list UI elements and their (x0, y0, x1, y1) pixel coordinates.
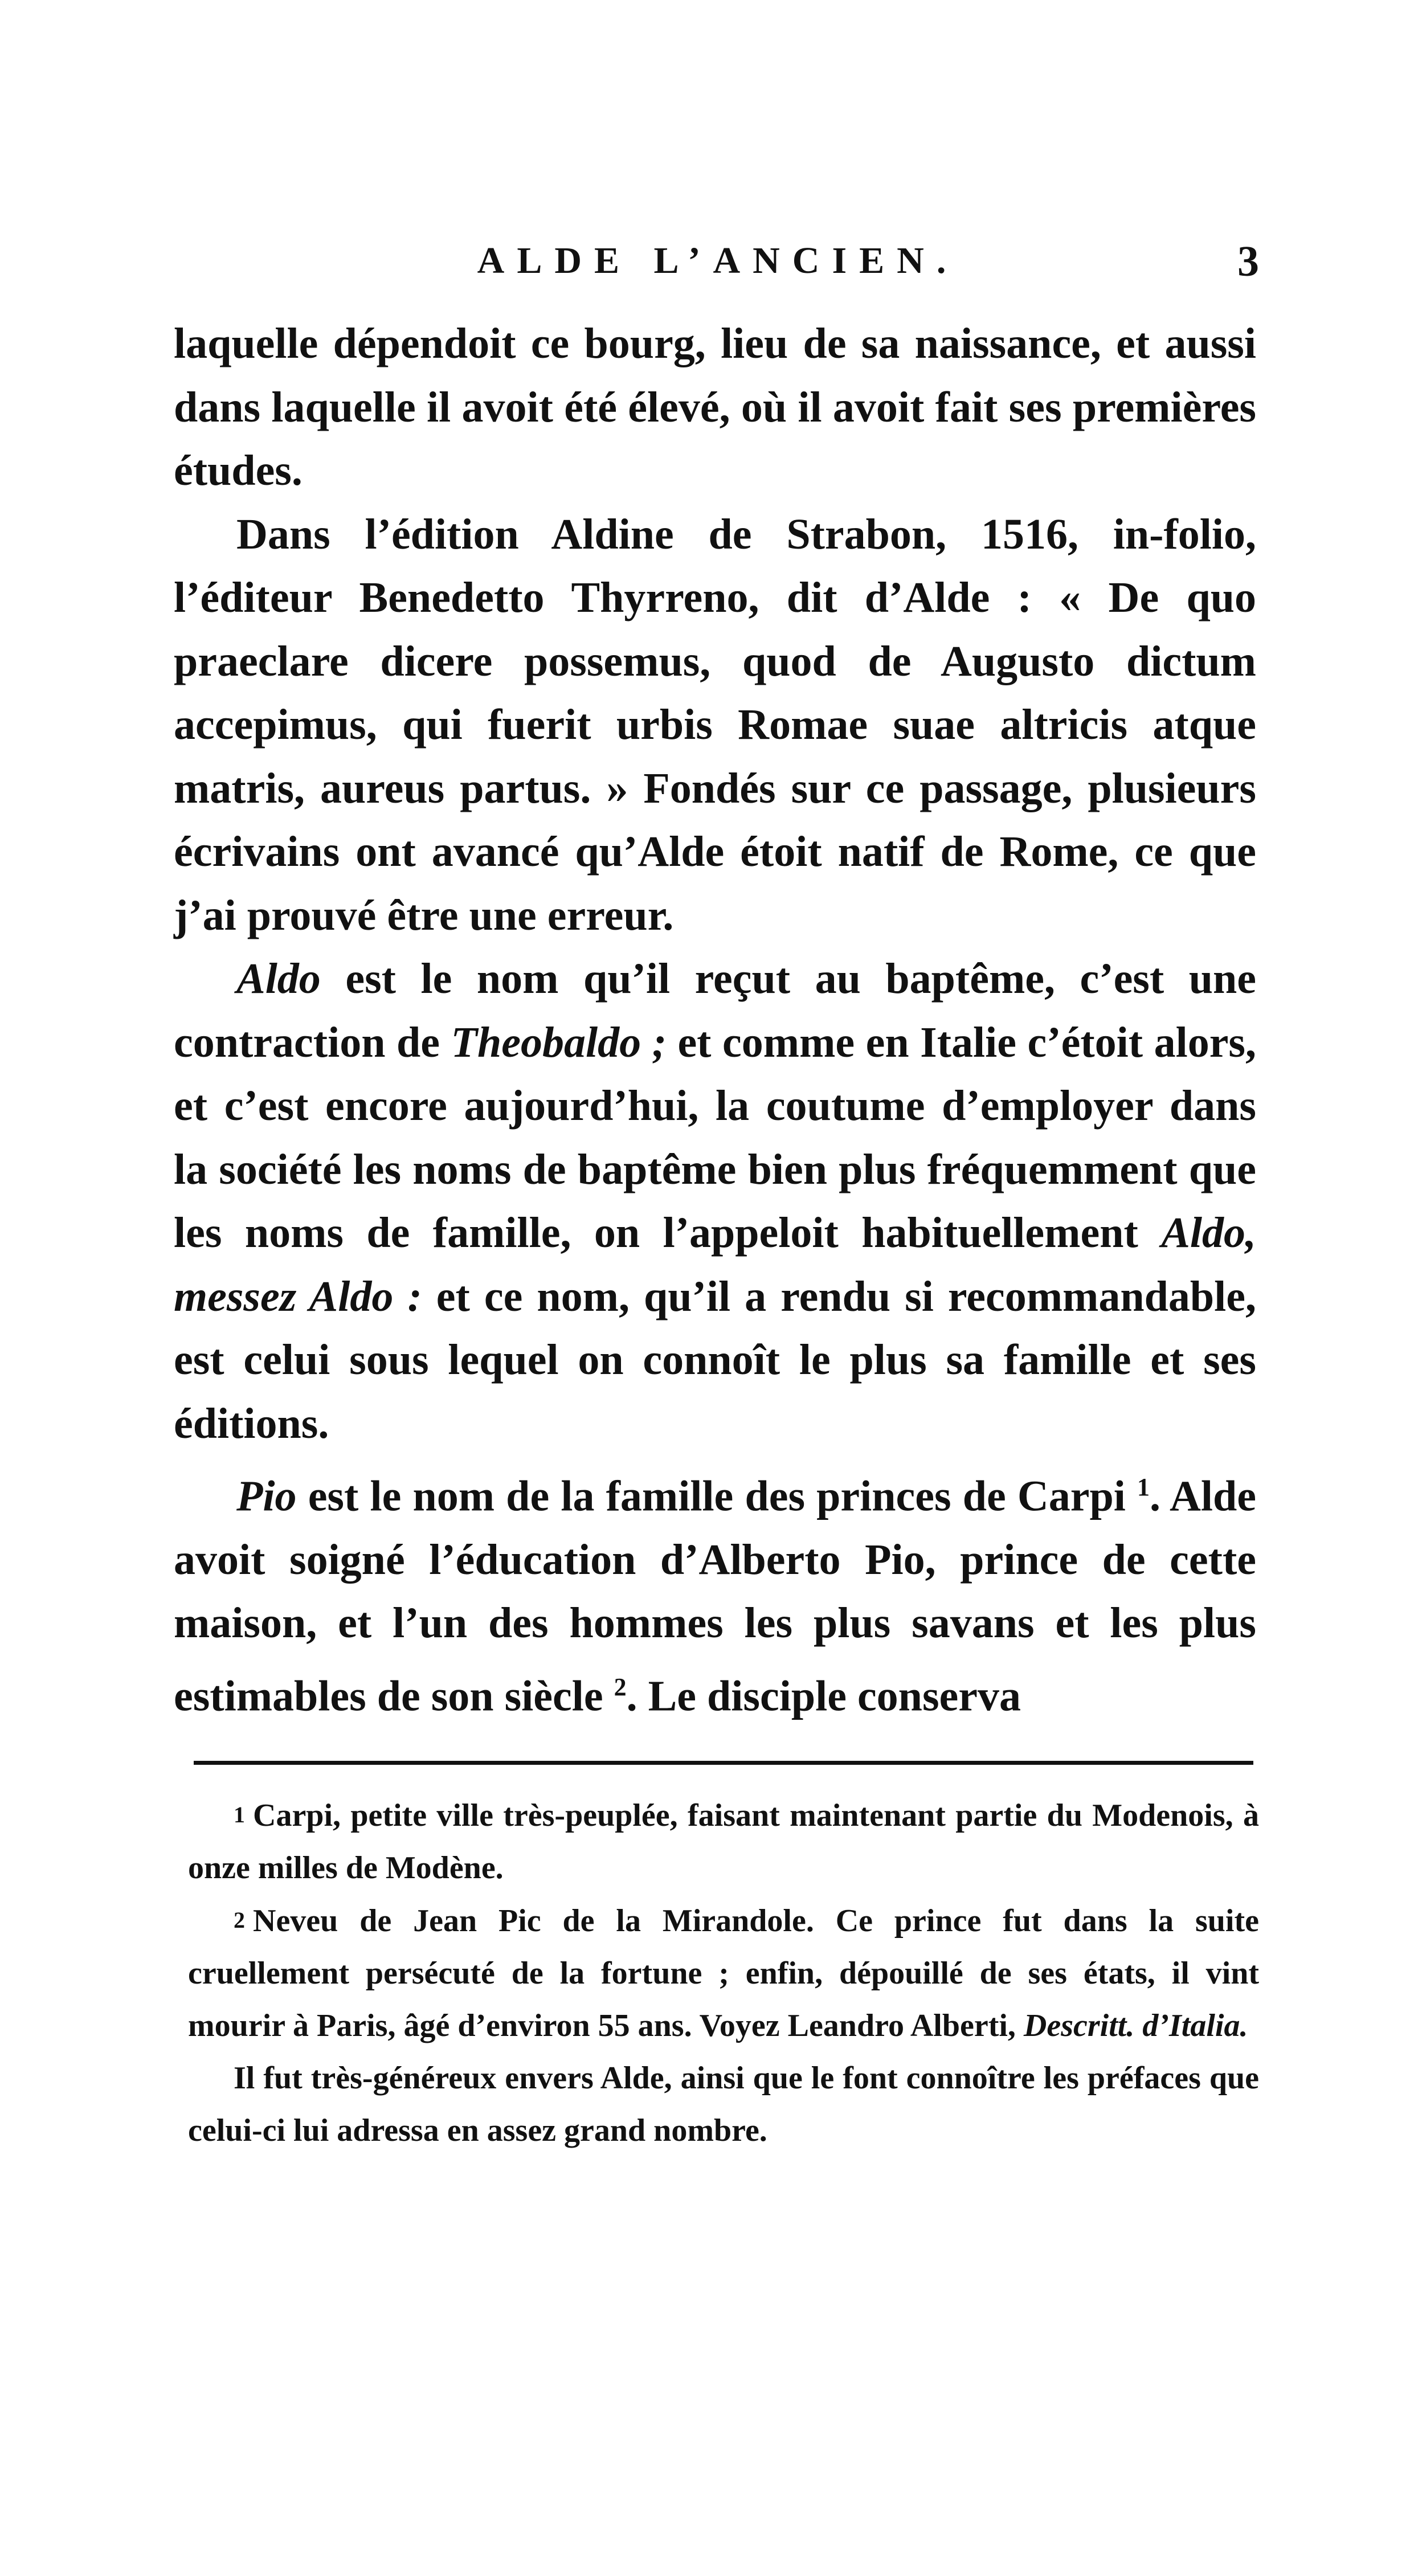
paragraph-pio (174, 1455, 1256, 1728)
running-title: ALDE L’ANCIEN. (477, 240, 959, 281)
footnote-text: Neveu de Jean Pic de la Mirandole. Ce prince fut dans la suite cruellement persécuté de la fortune ; enfin, dépouillé de ses états, il vint mourir à Paris, âgé d’environ 55 ans. Voyez Leandro Alberti, (188, 1903, 1259, 2043)
italic-aldo: Aldo (236, 955, 321, 1003)
footnote-marker: 2 (234, 1907, 245, 1933)
footnotes (188, 1789, 1259, 2157)
footnote-marker: 1 (234, 1802, 245, 1827)
paragraph-aldo (174, 947, 1256, 1455)
text-span: et comme en Italie c’étoit alors, et c’est encore aujourd’hui, la coutume d’employer dans la société les noms de baptême bien plus fréquemment que les noms de famille, on l’appeloit habituellement (174, 1018, 1256, 1257)
text-span: . Le disciple conserva (626, 1672, 1021, 1720)
footnote-text: Carpi, petite ville très-peuplée, faisant maintenant partie du Modenois, à onze milles de Modène. (188, 1798, 1259, 1886)
italic-pio: Pio (236, 1472, 297, 1520)
footnote-ref-1[interactable]: 1 (1137, 1473, 1150, 1501)
paragraph-continuation: laquelle dépendoit ce bourg, lieu de sa naissance, et aussi dans laquelle il avoit été élevé, où il avoit fait ses premières études. (174, 320, 1256, 494)
footnote-2-continuation: Il fut très-généreux envers Alde, ainsi que le font connoître les préfaces que celui-ci lui adressa en assez grand nombre. (188, 2060, 1259, 2148)
footnote-1 (188, 1789, 1259, 1894)
paragraph-strabon: Dans l’édition Aldine de Strabon, 1516, in-folio, l’éditeur Benedetto Thyrreno, dit d’Alde : « De quo praeclare dicere possemus, quod de Augusto dictum accepimus, qui fuerit urbis Romae suae altricis atque matris, aureus partus. » Fondés sur ce passage, plusieurs écrivains ont avancé qu’Alde étoit natif de Rome, ce que j’ai prouvé être une erreur. (174, 510, 1256, 939)
footnote-divider (194, 1761, 1253, 1765)
text-span: est le nom de la famille des princes de Carpi (296, 1472, 1138, 1520)
italic-theobaldo: Theobaldo ; (451, 1018, 667, 1066)
text-span: . Alde avoit soigné l’éducation d’Alberto Pio, prince de cette maison, et l’un des hommes les plus savans et les plus estimables de son siècle (174, 1472, 1256, 1720)
italic-messez-aldo: Aldo, messez Aldo : (174, 1209, 1256, 1320)
footnote-italic: Descritt. d’Italia. (1023, 2008, 1248, 2043)
text-span: est le nom qu’il reçut au baptême, c’est une contraction de (174, 955, 1256, 1066)
running-head (177, 239, 1259, 291)
footnote-2 (188, 1894, 1259, 2052)
text-span: et ce nom, qu’il a rendu si recommandable, est celui sous lequel on connoît le plus sa famille et ses éditions. (174, 1272, 1256, 1448)
main-text (174, 312, 1256, 1728)
footnote-ref-2[interactable]: 2 (614, 1673, 627, 1701)
page-number: 3 (1237, 238, 1259, 285)
